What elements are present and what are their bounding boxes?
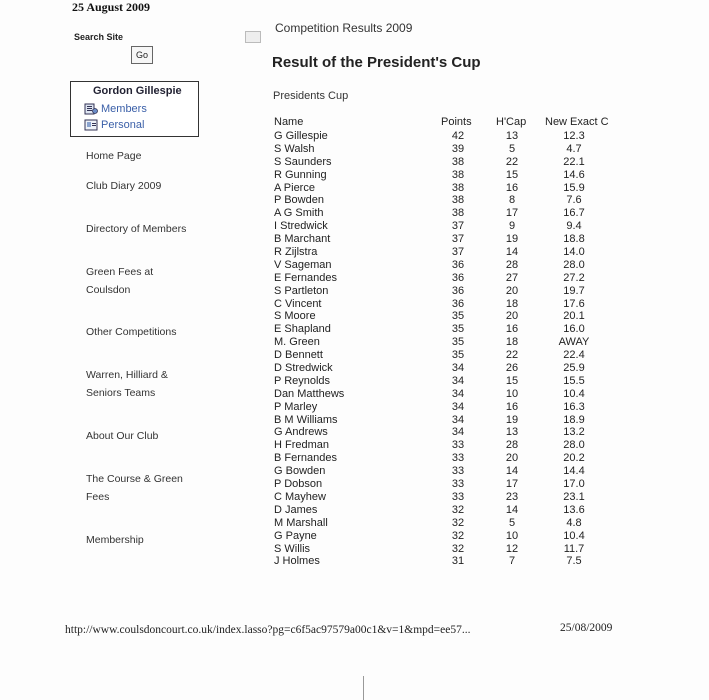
player-name: E Fernandes: [274, 271, 337, 284]
hcap-cell: 7: [508, 555, 516, 568]
table-row: [0, 143, 709, 156]
nav-other-competitions[interactable]: Other Competitions: [86, 326, 177, 338]
results-table: [0, 130, 709, 568]
personal-link-label: Personal: [101, 119, 145, 131]
exact-cell: 17.6: [563, 297, 585, 310]
exact-cell: 13.2: [563, 426, 585, 439]
player-name: M Marshall: [274, 516, 328, 529]
points-cell: 36: [451, 258, 465, 271]
exact-cell: 25.9: [563, 362, 585, 375]
player-name: C Mayhew: [274, 490, 326, 503]
hcap-cell: 14: [505, 246, 519, 259]
hcap-cell: 18: [505, 336, 519, 349]
player-name: E Shapland: [274, 323, 331, 336]
points-cell: 36: [451, 297, 465, 310]
player-name: A G Smith: [274, 207, 324, 220]
page-title: Result of the President's Cup: [272, 54, 481, 71]
hcap-cell: 10: [505, 387, 519, 400]
table-row: [0, 517, 709, 530]
table-row: [0, 478, 709, 491]
table-row: [0, 362, 709, 375]
table-row: [0, 246, 709, 259]
player-name: B M Williams: [274, 413, 338, 426]
nav-about-our-club[interactable]: About Our Club: [86, 430, 159, 442]
exact-cell: 4.7: [566, 142, 582, 155]
points-cell: 34: [451, 413, 465, 426]
table-row: [0, 182, 709, 195]
points-cell: 35: [451, 310, 465, 323]
exact-cell: 15.5: [563, 374, 585, 387]
exact-cell: 22.1: [563, 155, 585, 168]
exact-cell: 10.4: [563, 387, 585, 400]
hcap-cell: 18: [505, 297, 519, 310]
player-name: R Gunning: [274, 168, 327, 181]
exact-cell: 7.6: [566, 194, 582, 207]
hcap-cell: 17: [505, 478, 519, 491]
points-cell: 38: [451, 207, 465, 220]
nav-directory-of-members[interactable]: Directory of Members: [86, 223, 187, 235]
points-cell: 33: [451, 439, 465, 452]
table-row: [0, 156, 709, 169]
exact-cell: 16.0: [563, 323, 585, 336]
hcap-cell: 9: [508, 220, 516, 233]
points-cell: 34: [451, 400, 465, 413]
members-icon: [84, 103, 98, 115]
points-cell: 33: [451, 452, 465, 465]
exact-cell: 16.7: [563, 207, 585, 220]
table-row: [0, 388, 709, 401]
scan-mark: [363, 676, 364, 700]
table-row: [0, 285, 709, 298]
exact-cell: 22.4: [563, 349, 585, 362]
column-header-hcap: H'Cap: [496, 116, 527, 128]
points-cell: 32: [451, 516, 465, 529]
breadcrumb: Competition Results 2009: [275, 21, 413, 35]
hcap-cell: 13: [505, 130, 519, 142]
member-name: Gordon Gillespie: [93, 85, 182, 97]
exact-cell: 14.0: [563, 246, 585, 259]
player-name: P Bowden: [274, 194, 324, 207]
table-row: [0, 298, 709, 311]
hcap-cell: 10: [505, 529, 519, 542]
points-cell: 34: [451, 426, 465, 439]
hcap-cell: 22: [505, 349, 519, 362]
table-row: [0, 452, 709, 465]
points-cell: 38: [451, 194, 465, 207]
table-row: [0, 349, 709, 362]
exact-cell: 20.2: [563, 452, 585, 465]
table-row: [0, 375, 709, 388]
table-row: [0, 439, 709, 452]
hcap-cell: 5: [508, 142, 516, 155]
points-cell: 34: [451, 362, 465, 375]
points-cell: 34: [451, 387, 465, 400]
exact-cell: 19.7: [563, 284, 585, 297]
player-name: R Zijlstra: [274, 246, 318, 259]
hcap-cell: 5: [508, 516, 516, 529]
points-cell: 35: [451, 323, 465, 336]
exact-cell: 10.4: [563, 529, 585, 542]
points-cell: 37: [451, 233, 465, 246]
player-name: G Gillespie: [274, 130, 328, 142]
player-name: D Bennett: [274, 349, 323, 362]
player-name: S Saunders: [274, 155, 332, 168]
player-name: S Willis: [274, 542, 311, 555]
points-cell: 31: [451, 555, 465, 568]
table-row: [0, 220, 709, 233]
player-name: D James: [274, 503, 318, 516]
exact-cell: 4.8: [566, 516, 582, 529]
table-row: [0, 259, 709, 272]
nav-teams[interactable]: Warren, Hilliard & Seniors Teams: [86, 369, 168, 399]
table-row: [0, 272, 709, 285]
hcap-cell: 15: [505, 168, 519, 181]
hcap-cell: 16: [505, 323, 519, 336]
exact-cell: 12.3: [563, 130, 585, 142]
table-row: [0, 504, 709, 517]
points-cell: 34: [451, 374, 465, 387]
table-row: [0, 233, 709, 246]
player-name: P Marley: [274, 400, 318, 413]
hcap-cell: 16: [505, 181, 519, 194]
members-link[interactable]: [84, 103, 147, 115]
points-cell: 36: [451, 284, 465, 297]
page-url: http://www.coulsdoncourt.co.uk/index.lasso?pg=c6f5ac97579a00c1&v=1&mpd=ee57...: [65, 624, 471, 636]
player-name: I Stredwick: [274, 220, 328, 233]
points-cell: 33: [451, 465, 465, 478]
hcap-cell: 14: [505, 503, 519, 516]
player-name: S Partleton: [274, 284, 329, 297]
hcap-cell: 12: [505, 542, 519, 555]
points-cell: 33: [451, 478, 465, 491]
exact-cell: 18.9: [563, 413, 585, 426]
table-row: [0, 323, 709, 336]
points-cell: 36: [451, 271, 465, 284]
player-name: S Moore: [274, 310, 316, 323]
column-header-name: Name: [274, 116, 304, 128]
hcap-cell: 13: [505, 426, 519, 439]
points-cell: 35: [451, 336, 465, 349]
player-name: P Dobson: [274, 478, 323, 491]
table-row: [0, 130, 709, 143]
nav-membership[interactable]: Membership: [86, 534, 144, 546]
player-name: H Fredman: [274, 439, 330, 452]
exact-cell: 13.6: [563, 503, 585, 516]
hcap-cell: 19: [505, 413, 519, 426]
hcap-cell: 20: [505, 310, 519, 323]
hcap-cell: 20: [505, 284, 519, 297]
table-row: [0, 426, 709, 439]
hcap-cell: 28: [505, 258, 519, 271]
points-cell: 37: [451, 220, 465, 233]
player-name: J Holmes: [274, 555, 320, 568]
hcap-cell: 28: [505, 439, 519, 452]
player-name: S Walsh: [274, 142, 315, 155]
points-cell: 38: [451, 168, 465, 181]
points-cell: 33: [451, 490, 465, 503]
nav-course-green-fees[interactable]: The Course & Green Fees: [86, 473, 183, 503]
hcap-cell: 27: [505, 271, 519, 284]
table-row: [0, 414, 709, 427]
hcap-cell: 16: [505, 400, 519, 413]
hcap-cell: 14: [505, 465, 519, 478]
nav-green-fees[interactable]: Green Fees at Coulsdon: [86, 266, 154, 296]
exact-cell: 14.4: [563, 465, 585, 478]
player-name: A Pierce: [274, 181, 315, 194]
player-name: G Bowden: [274, 465, 326, 478]
player-name: D Stredwick: [274, 362, 333, 375]
points-cell: 38: [451, 155, 465, 168]
table-row: [0, 169, 709, 182]
table-row: [0, 207, 709, 220]
competition-subtitle: Presidents Cup: [273, 90, 349, 102]
exact-cell: 20.1: [563, 310, 585, 323]
player-name: B Marchant: [274, 233, 331, 246]
player-name: G Payne: [274, 529, 317, 542]
hcap-cell: 20: [505, 452, 519, 465]
print-footer-date: 25/08/2009: [560, 622, 613, 634]
table-row: [0, 465, 709, 478]
table-row: [0, 555, 709, 568]
player-name: M. Green: [274, 336, 320, 349]
table-row: [0, 336, 709, 349]
table-row: [0, 543, 709, 556]
exact-cell: 28.0: [563, 258, 585, 271]
column-header-points: Points: [441, 116, 472, 128]
player-name: Dan Matthews: [274, 387, 345, 400]
points-cell: 39: [451, 142, 465, 155]
exact-cell: 23.1: [563, 490, 585, 503]
exact-cell: 18.8: [563, 233, 585, 246]
table-row: [0, 401, 709, 414]
table-row: [0, 310, 709, 323]
points-cell: 32: [451, 529, 465, 542]
exact-cell: 28.0: [563, 439, 585, 452]
members-link-label: Members: [101, 103, 147, 115]
exact-cell: 14.6: [563, 168, 585, 181]
exact-cell: 9.4: [566, 220, 582, 233]
player-name: G Andrews: [274, 426, 328, 439]
broken-image-icon: [245, 31, 261, 43]
table-row: [0, 491, 709, 504]
hcap-cell: 19: [505, 233, 519, 246]
points-cell: 42: [451, 130, 465, 142]
points-cell: 38: [451, 181, 465, 194]
exact-cell: 17.0: [563, 478, 585, 491]
nav-home-page[interactable]: Home Page: [86, 150, 142, 162]
points-cell: 32: [451, 542, 465, 555]
exact-cell: 7.5: [566, 555, 582, 568]
player-name: C Vincent: [274, 297, 322, 310]
column-header-exact: New Exact C: [545, 116, 609, 128]
hcap-cell: 22: [505, 155, 519, 168]
hcap-cell: 26: [505, 362, 519, 375]
nav-club-diary[interactable]: Club Diary 2009: [86, 180, 162, 192]
table-row: [0, 194, 709, 207]
search-site-label: Search Site: [74, 32, 124, 42]
print-header-date: 25 August 2009: [72, 0, 151, 14]
points-cell: 32: [451, 503, 465, 516]
player-name: P Reynolds: [274, 374, 331, 387]
exact-cell: 27.2: [563, 271, 585, 284]
exact-cell: AWAY: [558, 336, 590, 349]
hcap-cell: 17: [505, 207, 519, 220]
points-cell: 35: [451, 349, 465, 362]
hcap-cell: 15: [505, 374, 519, 387]
hcap-cell: 8: [508, 194, 516, 207]
exact-cell: 15.9: [563, 181, 585, 194]
player-name: B Fernandes: [274, 452, 337, 465]
player-name: V Sageman: [274, 258, 332, 271]
points-cell: 37: [451, 246, 465, 259]
exact-cell: 11.7: [563, 542, 585, 555]
exact-cell: 16.3: [563, 400, 585, 413]
table-row: [0, 530, 709, 543]
hcap-cell: 23: [505, 490, 519, 503]
member-box: [70, 81, 199, 137]
go-button[interactable]: Go: [131, 46, 153, 64]
